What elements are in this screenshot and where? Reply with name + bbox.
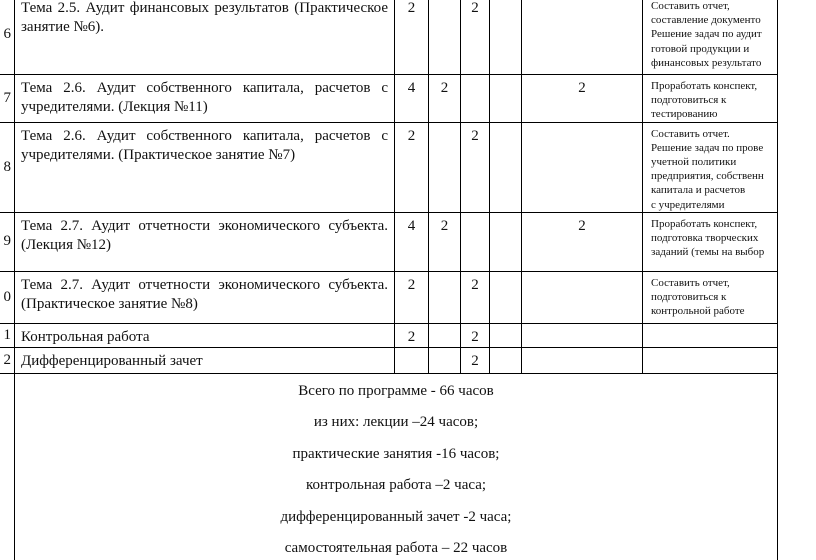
summary-line: Всего по программе - 66 часов (298, 382, 494, 399)
task-line: Составить отчет. (651, 127, 730, 140)
topic-cell: Тема 2.7. Аудит отчетности экономического субъекта. (Лекция №12) (15, 212, 395, 271)
hours-lecture-cell (429, 347, 461, 373)
task-line: предприятия, собственн (651, 170, 764, 183)
hours-lecture-cell (429, 0, 461, 75)
table-row (0, 323, 778, 347)
hours-lecture-cell (429, 271, 461, 323)
task-line: заданий (темы на выбор (651, 246, 765, 259)
self-study-task-cell (643, 0, 778, 75)
summary-line: практические занятия -16 часов; (292, 445, 500, 462)
task-line: Составить отчет, (651, 276, 730, 289)
hours-lecture-cell: 2 (429, 75, 461, 123)
row-number: 2 (0, 347, 15, 373)
hours-total-cell (395, 347, 429, 373)
hours-control-cell (490, 75, 522, 123)
hours-self-study-cell (522, 271, 643, 323)
task-line: подготовиться к (651, 94, 727, 107)
summary-line: дифференцированный зачет -2 часа; (280, 508, 512, 525)
summary-line: из них: лекции –24 часов; (313, 414, 479, 431)
task-line: готовой продукции и (651, 42, 750, 55)
self-study-task-cell (643, 347, 778, 373)
topic-cell: Контрольная работа (15, 323, 395, 347)
hours-control-cell (490, 0, 522, 75)
topic-cell: Тема 2.5. Аудит финансовых результатов (Практическое занятие №6). (15, 0, 395, 75)
hours-practice-cell (461, 75, 490, 123)
hours-practice-cell: 2 (461, 0, 490, 75)
table-row (0, 347, 778, 373)
row-number: 1 (0, 323, 15, 347)
hours-practice-cell: 2 (461, 122, 490, 212)
topic-cell: Тема 2.6. Аудит собственного капитала, расчетов с учредителями. (Лекция №11) (15, 75, 395, 123)
self-study-task-cell (643, 323, 778, 347)
hours-control-cell (490, 271, 522, 323)
hours-lecture-cell (429, 323, 461, 347)
hours-total-cell: 4 (395, 212, 429, 271)
task-line: составление документо (651, 14, 761, 27)
self-study-task-cell (643, 271, 778, 323)
row-number: 9 (0, 212, 15, 271)
hours-practice-cell: 2 (461, 347, 490, 373)
summary-row (0, 373, 778, 560)
self-study-task-cell (643, 212, 778, 271)
table-row (0, 0, 778, 75)
task-line: Решение задач по прове (651, 141, 764, 154)
hours-total-cell: 4 (395, 75, 429, 123)
hours-self-study-cell: 2 (522, 212, 643, 271)
hours-control-cell (490, 323, 522, 347)
table-row (0, 212, 778, 271)
hours-self-study-cell (522, 0, 643, 75)
hours-total-cell: 2 (395, 0, 429, 75)
hours-self-study-cell (522, 122, 643, 212)
task-line: Проработать конспект, (651, 80, 758, 92)
hours-control-cell (490, 122, 522, 212)
hours-control-cell (490, 347, 522, 373)
table-row (0, 122, 778, 212)
task-line: учетной политики (651, 156, 737, 169)
self-study-task-cell (643, 75, 778, 123)
task-line: тестированию (651, 108, 718, 121)
hours-total-cell: 2 (395, 323, 429, 347)
task-line: с учредителями (651, 198, 725, 211)
row-number: 8 (0, 122, 15, 212)
hours-total-cell: 2 (395, 271, 429, 323)
task-line: Проработать конспект, (651, 217, 758, 230)
table-row (0, 75, 778, 123)
program-summary (15, 373, 778, 560)
hours-control-cell (490, 212, 522, 271)
hours-total-cell: 2 (395, 122, 429, 212)
task-line: подготовиться к (651, 291, 727, 304)
table-row (0, 271, 778, 323)
self-study-task-cell (643, 122, 778, 212)
summary-line: контрольная работа –2 часа; (305, 477, 487, 494)
row-number: 0 (0, 271, 15, 323)
topic-cell: Тема 2.6. Аудит собственного капитала, расчетов с учредителями. (Практическое занятие №7) (15, 122, 395, 212)
summary-lead-cell (0, 373, 15, 560)
hours-practice-cell: 2 (461, 271, 490, 323)
topic-cell: Тема 2.7. Аудит отчетности экономического субъекта. (Практическое занятие №8) (15, 271, 395, 323)
task-line: контрольной работе (651, 305, 745, 318)
task-line: финансовых результато (651, 56, 762, 69)
hours-self-study-cell: 2 (522, 75, 643, 123)
hours-lecture-cell (429, 122, 461, 212)
summary-line: самостоятельная работа – 22 часов (284, 540, 508, 557)
task-line: подготовка творческих (651, 232, 759, 245)
task-line: Составить отчет, (651, 0, 730, 12)
hours-lecture-cell: 2 (429, 212, 461, 271)
hours-practice-cell: 2 (461, 323, 490, 347)
row-number: 6 (0, 0, 15, 75)
task-line: капитала и расчетов (651, 184, 746, 197)
task-line: Решение задач по аудит (651, 28, 762, 41)
row-number: 7 (0, 75, 15, 123)
topic-cell: Дифференцированный зачет (15, 347, 395, 373)
hours-self-study-cell (522, 323, 643, 347)
hours-practice-cell (461, 212, 490, 271)
hours-self-study-cell (522, 347, 643, 373)
